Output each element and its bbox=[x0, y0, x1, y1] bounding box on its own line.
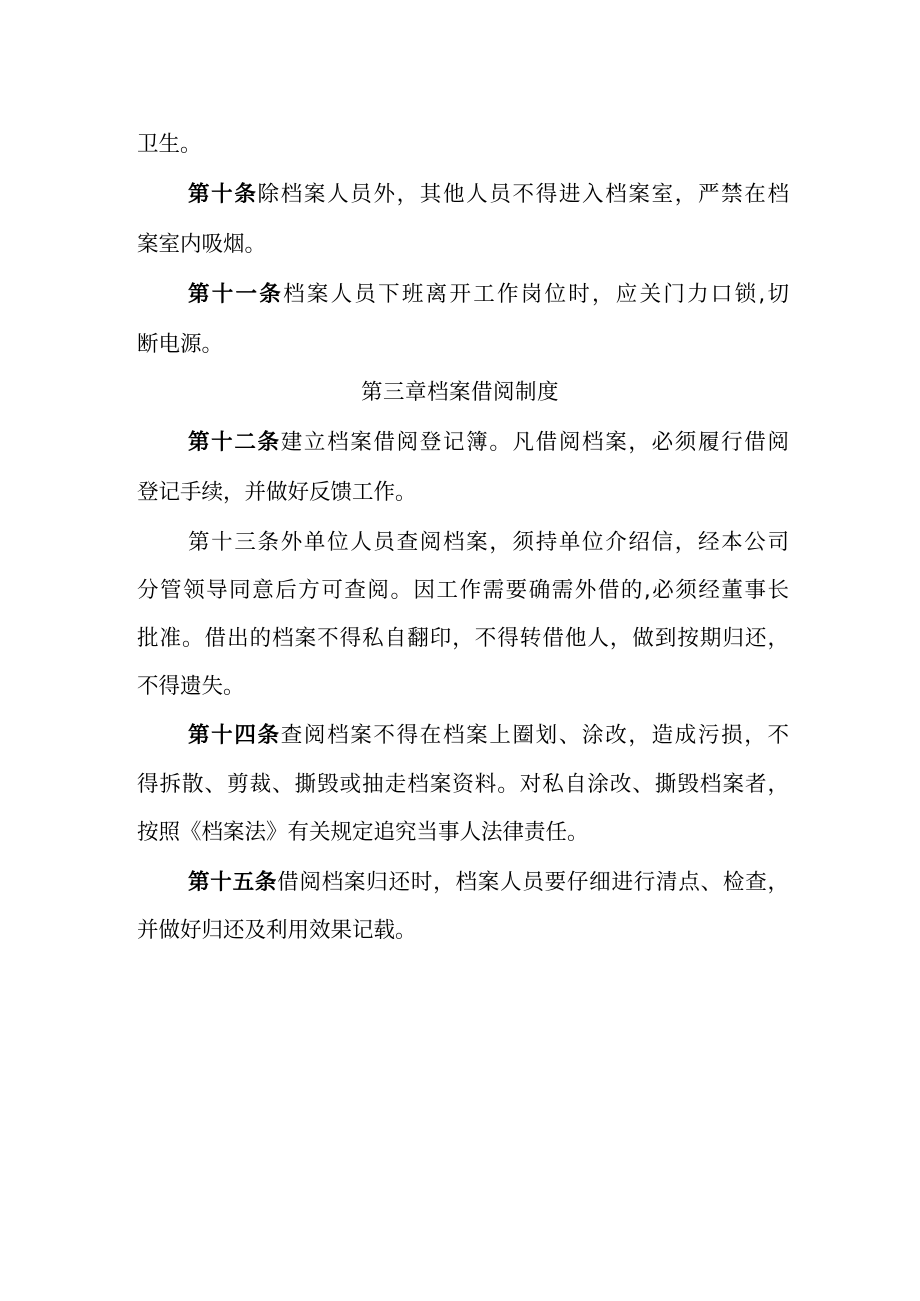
article-11-line-1 bbox=[188, 275, 789, 315]
article-14-text: 查阅档案不得在档案上圈划、涂改，造成污损，不 bbox=[280, 723, 789, 748]
article-11-text: 档案人员下班离开工作岗位时，应关门力口锁,切 bbox=[283, 282, 789, 307]
paragraph-text: 不得遗失。 bbox=[137, 674, 245, 699]
article-13-line-1 bbox=[188, 523, 789, 563]
article-12-line-2 bbox=[137, 473, 417, 513]
article-13-line-2 bbox=[137, 571, 789, 611]
chapter-heading: 第三章档案借阅制度 bbox=[360, 380, 559, 405]
article-12-line-1 bbox=[188, 423, 789, 463]
article-14-line-3 bbox=[137, 813, 589, 853]
article-13-line-4 bbox=[137, 667, 245, 707]
paragraph-text: 并做好归还及利用效果记载。 bbox=[137, 918, 417, 943]
article-9-continuation bbox=[137, 125, 202, 165]
article-10-text: 除档案人员外，其他人员不得进入档案室，严禁在档 bbox=[257, 182, 789, 207]
paragraph-text: 登记手续，并做好反馈工作。 bbox=[137, 480, 417, 505]
paragraph-text: 分管领导同意后方可查阅。因工作需要确需外借的,必须经董事长 bbox=[137, 578, 789, 603]
paragraph-text: 案室内吸烟。 bbox=[137, 232, 267, 257]
paragraph-text: 卫生。 bbox=[137, 132, 202, 157]
article-14-label: 第十四条 bbox=[188, 723, 281, 748]
article-15-line-1 bbox=[188, 863, 789, 903]
article-10-line-2 bbox=[137, 225, 266, 265]
article-14-line-2 bbox=[137, 765, 789, 805]
article-15-text: 借阅档案归还时，档案人员要仔细进行清点、检查， bbox=[277, 870, 789, 895]
article-15-line-2 bbox=[137, 911, 417, 951]
paragraph-text: 批准。借出的档案不得私自翻印，不得转借他人，做到按期归还， bbox=[137, 626, 789, 651]
article-10-line-1 bbox=[188, 175, 789, 215]
article-11-label: 第十一条 bbox=[188, 282, 284, 307]
article-15-label: 第十五条 bbox=[188, 870, 278, 895]
article-11-line-2 bbox=[137, 325, 223, 365]
paragraph-text: 断电源。 bbox=[137, 332, 224, 357]
paragraph-text: 按照《档案法》有关规定追究当事人法律责任。 bbox=[137, 820, 589, 845]
article-10-label: 第十条 bbox=[188, 182, 258, 207]
article-13-line-3 bbox=[137, 619, 789, 659]
article-13-text: 第十三条外单位人员查阅档案，须持单位介绍信，经本公司 bbox=[188, 530, 789, 555]
article-12-label: 第十二条 bbox=[188, 430, 281, 455]
paragraph-text: 得拆散、剪裁、撕毁或抽走档案资料。对私自涂改、撕毁档案者， bbox=[137, 772, 789, 797]
article-14-line-1 bbox=[188, 716, 789, 756]
article-12-text: 建立档案借阅登记簿。凡借阅档案，必须履行借阅 bbox=[280, 430, 789, 455]
